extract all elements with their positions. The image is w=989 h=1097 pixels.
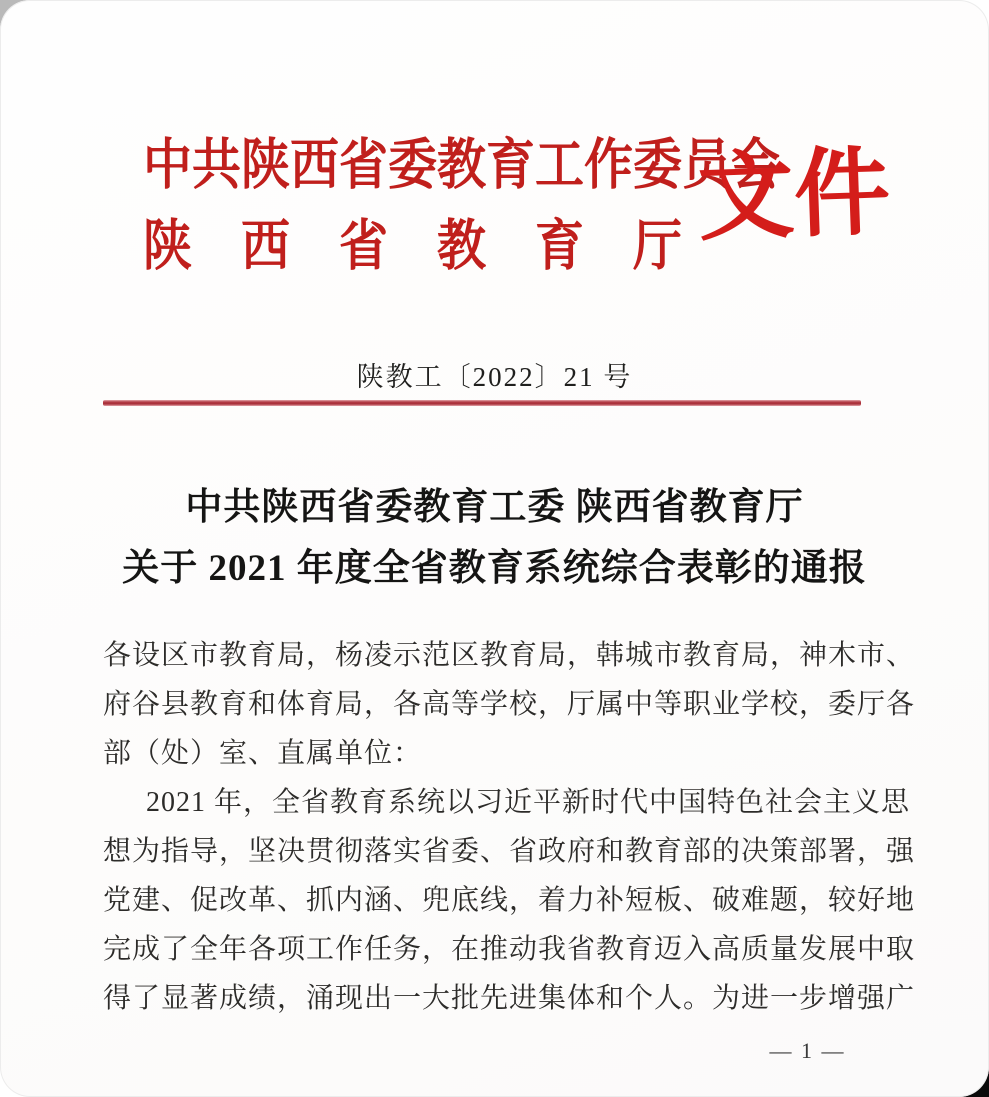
body-line: 得了显著成绩，涌现出一大批先进集体和个人。为进一步增强广 — [103, 983, 916, 1014]
body-line: 党建、促改革、抓内涵、兜底线，着力补短板、破难题，较好地 — [103, 885, 916, 916]
body-line: 想为指导，坚决贯彻落实省委、省政府和教育部的决策部署，强 — [103, 836, 916, 867]
letterhead-org-line2: 陕 西 省 教 育 厅 — [143, 215, 683, 277]
body-line: 完成了全年各项工作任务，在推动我省教育迈入高质量发展中取 — [103, 934, 916, 965]
document-number: 陕教工〔2022〕21 号 — [356, 362, 633, 392]
letterhead-document-word: 文件 — [696, 138, 892, 253]
red-separator-rule — [103, 400, 861, 406]
document-title — [0, 477, 989, 599]
letterhead-org-line1: 中共陕西省委教育工作委员会 — [143, 134, 781, 196]
body-line: 府谷县教育和体育局，各高等学校，厅属中等职业学校，委厅各 — [103, 689, 916, 720]
page-number: — 1 — — [769, 1038, 846, 1063]
document-body — [103, 631, 916, 1023]
title-line-2: 关于 2021 年度全省教育系统综合表彰的通报 — [122, 548, 867, 589]
body-line: 各设区市教育局，杨凌示范区教育局，韩城市教育局，神木市、 — [103, 640, 916, 671]
body-line: 2021 年，全省教育系统以习近平新时代中国特色社会主义思 — [146, 787, 911, 818]
body-line: 部（处）室、直属单位： — [103, 738, 423, 769]
title-line-1: 中共陕西省委教育工委 陕西省教育厅 — [185, 487, 804, 528]
